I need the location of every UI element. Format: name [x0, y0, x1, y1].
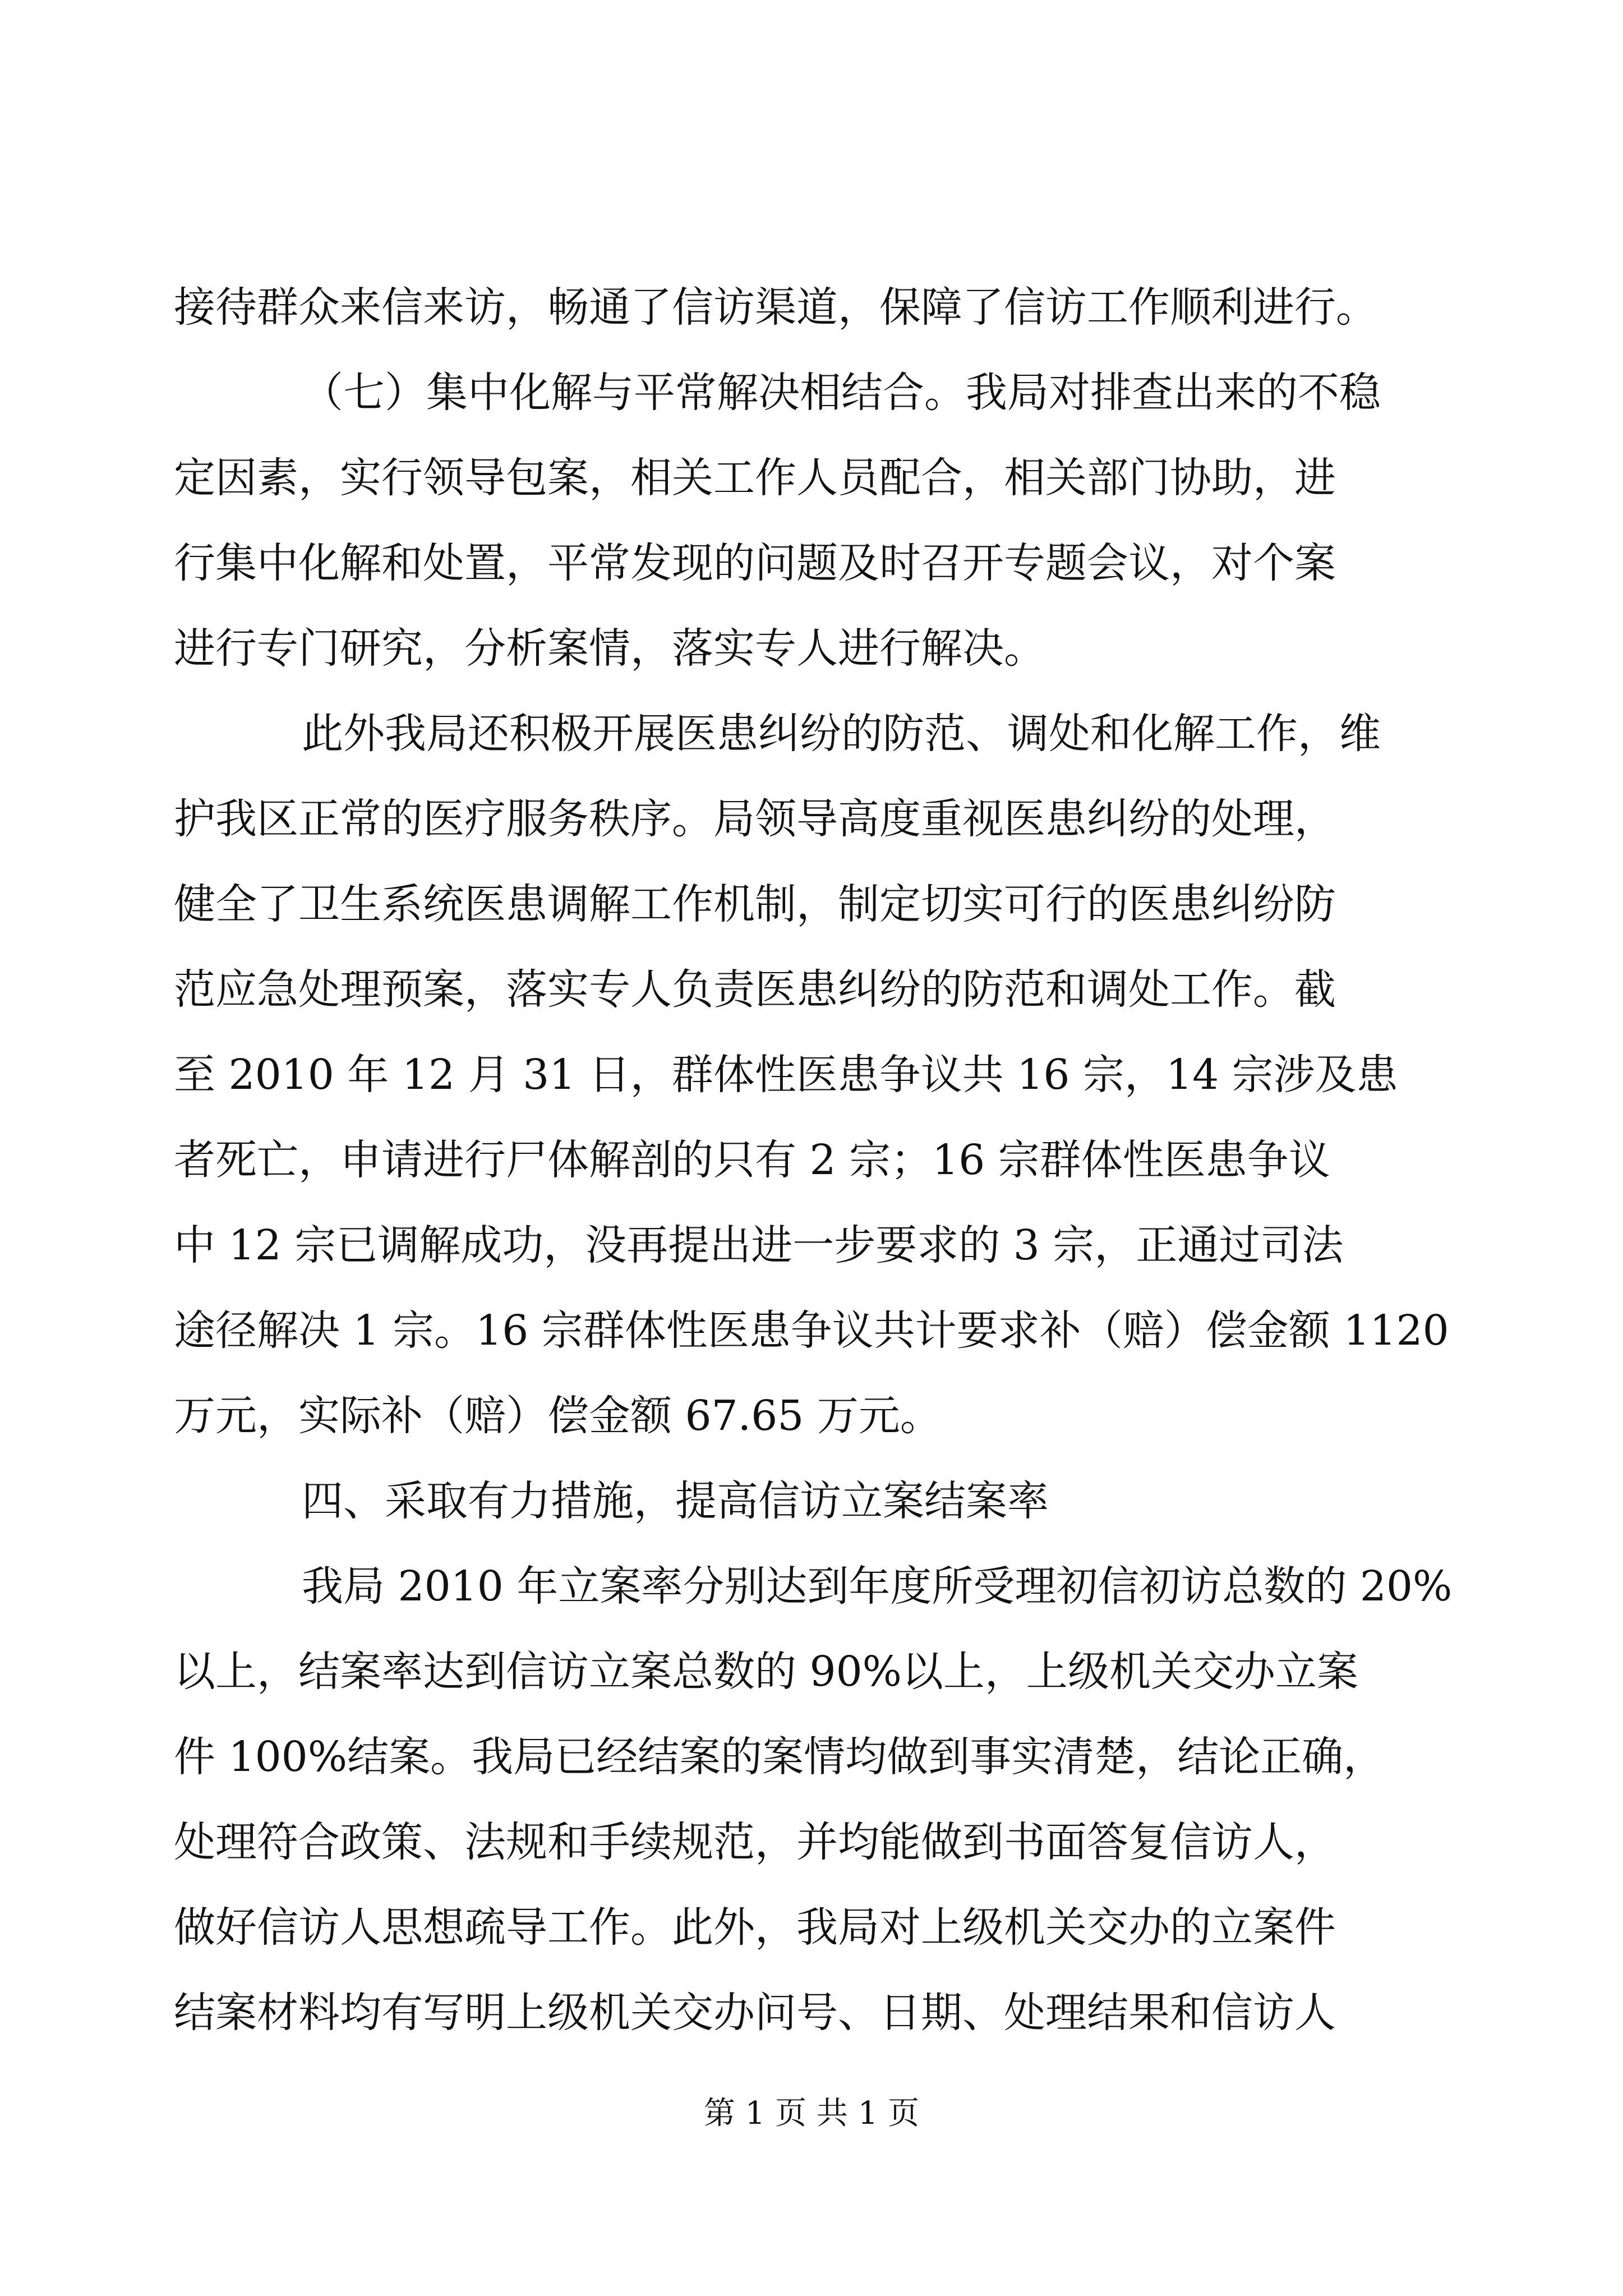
- text-line-3: 定因素，实行领导包案，相关工作人员配合，相关部门协助，进: [174, 454, 1336, 502]
- text-line-6: 此外我局还积极开展医患纠纷的防范、调处和化解工作，维: [302, 710, 1381, 758]
- page-footer: 第 1 页 共 1 页: [703, 2095, 920, 2132]
- text-line-10: 至 2010 年 12 月 31 日，群体性医患争议共 16 宗，14 宗涉及患: [174, 1051, 1398, 1099]
- text-line-20: 做好信访人思想疏导工作。此外，我局对上级机关交办的立案件: [174, 1903, 1336, 1952]
- section-heading: 四、采取有力措施，提高信访立案结案率: [302, 1477, 1049, 1525]
- text-line-21: 结案材料均有写明上级机关交办问号、日期、处理结果和信访人: [174, 1989, 1336, 2037]
- text-line-9: 范应急处理预案，落实专人负责医患纠纷的防范和调处工作。截: [174, 965, 1336, 1014]
- text-line-11: 者死亡，申请进行尸体解剖的只有 2 宗；16 宗群体性医患争议: [174, 1136, 1330, 1184]
- text-line-18: 件 100%结案。我局已经结案的案情均做到事实清楚，结论正确，: [174, 1733, 1385, 1781]
- text-line-12: 中 12 宗已调解成功，没再提出进一步要求的 3 宗，正通过司法: [174, 1221, 1344, 1269]
- text-line-1: 接待群众来信来访，畅通了信访渠道，保障了信访工作顺利进行。: [174, 283, 1377, 332]
- text-line-7: 护我区正常的医疗服务秩序。局领导高度重视医患纠纷的处理，: [174, 795, 1336, 843]
- text-line-4: 行集中化解和处置，平常发现的问题及时召开专题会议，对个案: [174, 539, 1336, 587]
- text-line-19: 处理符合政策、法规和手续规范，并均能做到书面答复信访人，: [174, 1818, 1336, 1866]
- text-line-8: 健全了卫生系统医患调解工作机制，制定切实可行的医患纠纷防: [174, 880, 1336, 928]
- text-line-5: 进行专门研究，分析案情，落实专人进行解决。: [174, 624, 1045, 673]
- text-line-14: 万元，实际补（赔）偿金额 67.65 万元。: [174, 1392, 942, 1440]
- text-line-17: 以上，结案率达到信访立案总数的 90%以上，上级机关交办立案: [174, 1648, 1358, 1696]
- text-line-2: （七）集中化解与平常解决相结合。我局对排查出来的不稳: [302, 369, 1381, 417]
- text-line-13: 途径解决 1 宗。16 宗群体性医患争议共计要求补（赔）偿金额 1120: [174, 1306, 1449, 1355]
- text-line-16: 我局 2010 年立案率分别达到年度所受理初信初访总数的 20%: [302, 1562, 1453, 1611]
